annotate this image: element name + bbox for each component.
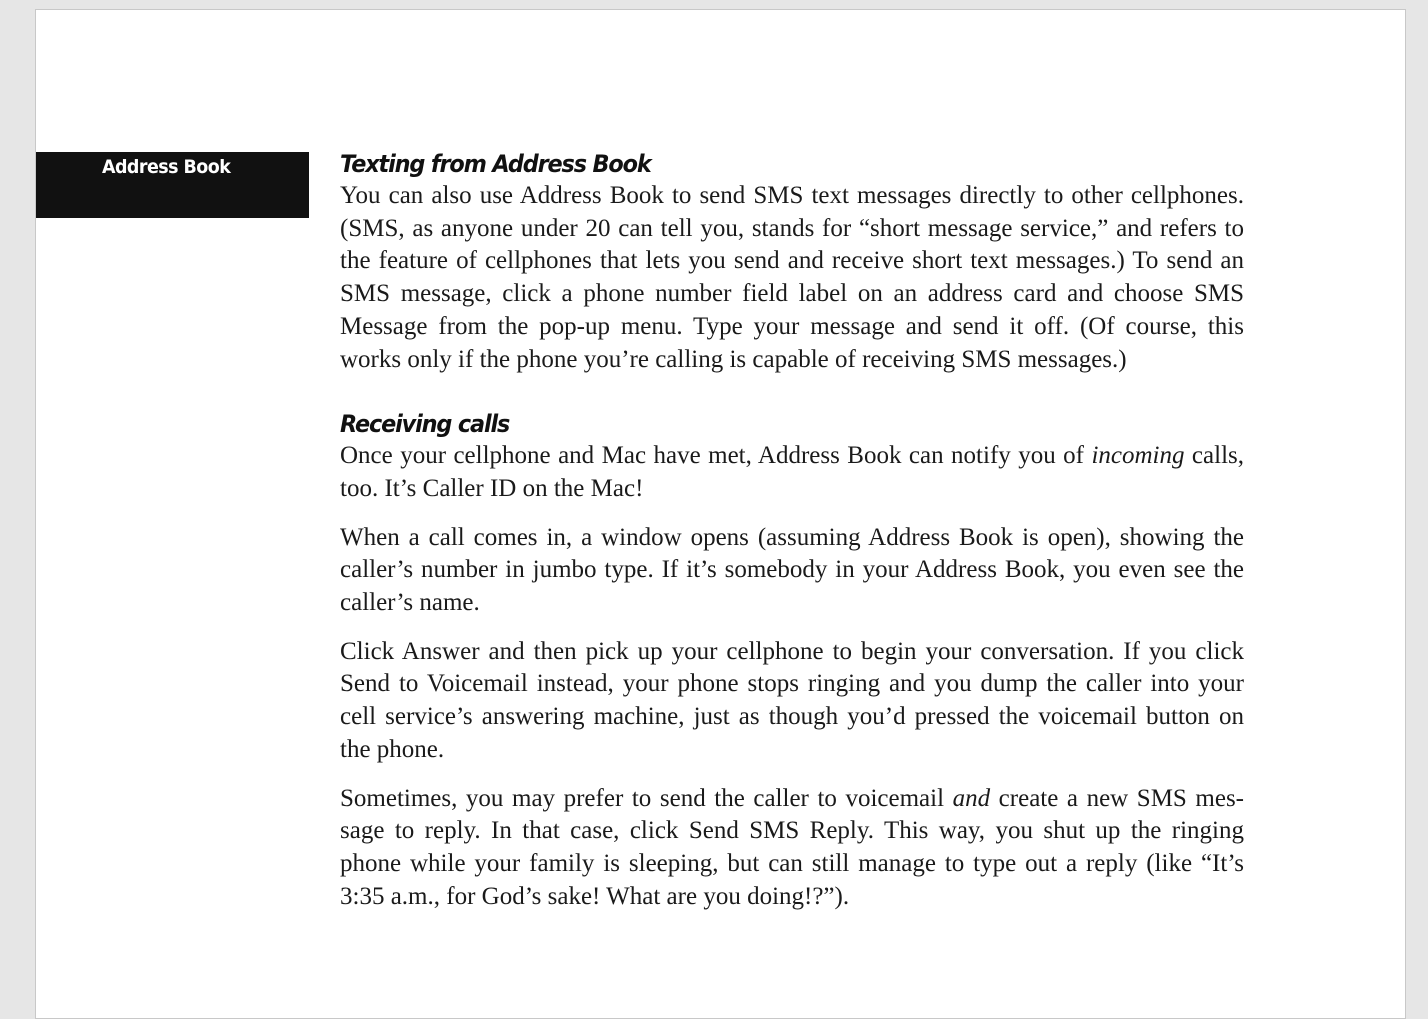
paragraph-text: Once your cellphone and Mac have met, Address Book can notify you of (340, 442, 1092, 470)
paragraph-text: Sometimes, you may prefer to send the caller to voicemail (340, 784, 953, 812)
paragraph-text: calls, too. It’s Caller ID on the Mac! (340, 442, 1244, 502)
chapter-tab-label: Address Book (102, 156, 231, 178)
document-page (35, 9, 1406, 1019)
section-heading-texting: Texting from Address Book (340, 150, 651, 178)
paragraph-answer-voicemail: Click Answer and then pick up your cellphone to begin your conversation. If you click Send to Voicemail instead, your phone stops ringing and you dump the caller into your cell service’s answering machine, just as though you’d pressed the voicemail button on the phone. (340, 637, 1244, 763)
emphasis-text: incoming (1091, 442, 1185, 470)
chapter-tab (36, 152, 309, 218)
paragraph-text: create a new SMS mes-sage to reply. In that case, click Send SMS Reply. This way, you shut up the ringing phone while your family is sleeping, but can still manage to type out a reply (like “It’s 3:35 a.m., for God’s sake! What are you doing!?”). (340, 784, 1244, 910)
paragraph-call-window: When a call comes in, a window opens (assuming Address Book is open), showing the caller’s number in jumbo type. If it’s somebody in your Address Book, you even see the caller’s name. (340, 523, 1244, 617)
paragraph-texting: You can also use Address Book to send SMS text messages directly to other cellphones. (SMS, as anyone under 20 can tell you, stands for “short message service,” and refers to the feature of cellphones that lets you send and receive short text messages.) To send an SMS message, click a phone number field label on an address card and choose SMS Message from the pop-up menu. Type your message and send it off. (Of course, this works only if the phone you’re calling is capable of receiving SMS messages.) (340, 182, 1244, 373)
paragraph-sms-reply (340, 783, 1244, 914)
emphasis-text: and (952, 784, 991, 812)
paragraph-caller-id (340, 440, 1244, 505)
section-heading-receiving-calls: Receiving calls (340, 410, 510, 439)
page-content (340, 148, 1244, 913)
